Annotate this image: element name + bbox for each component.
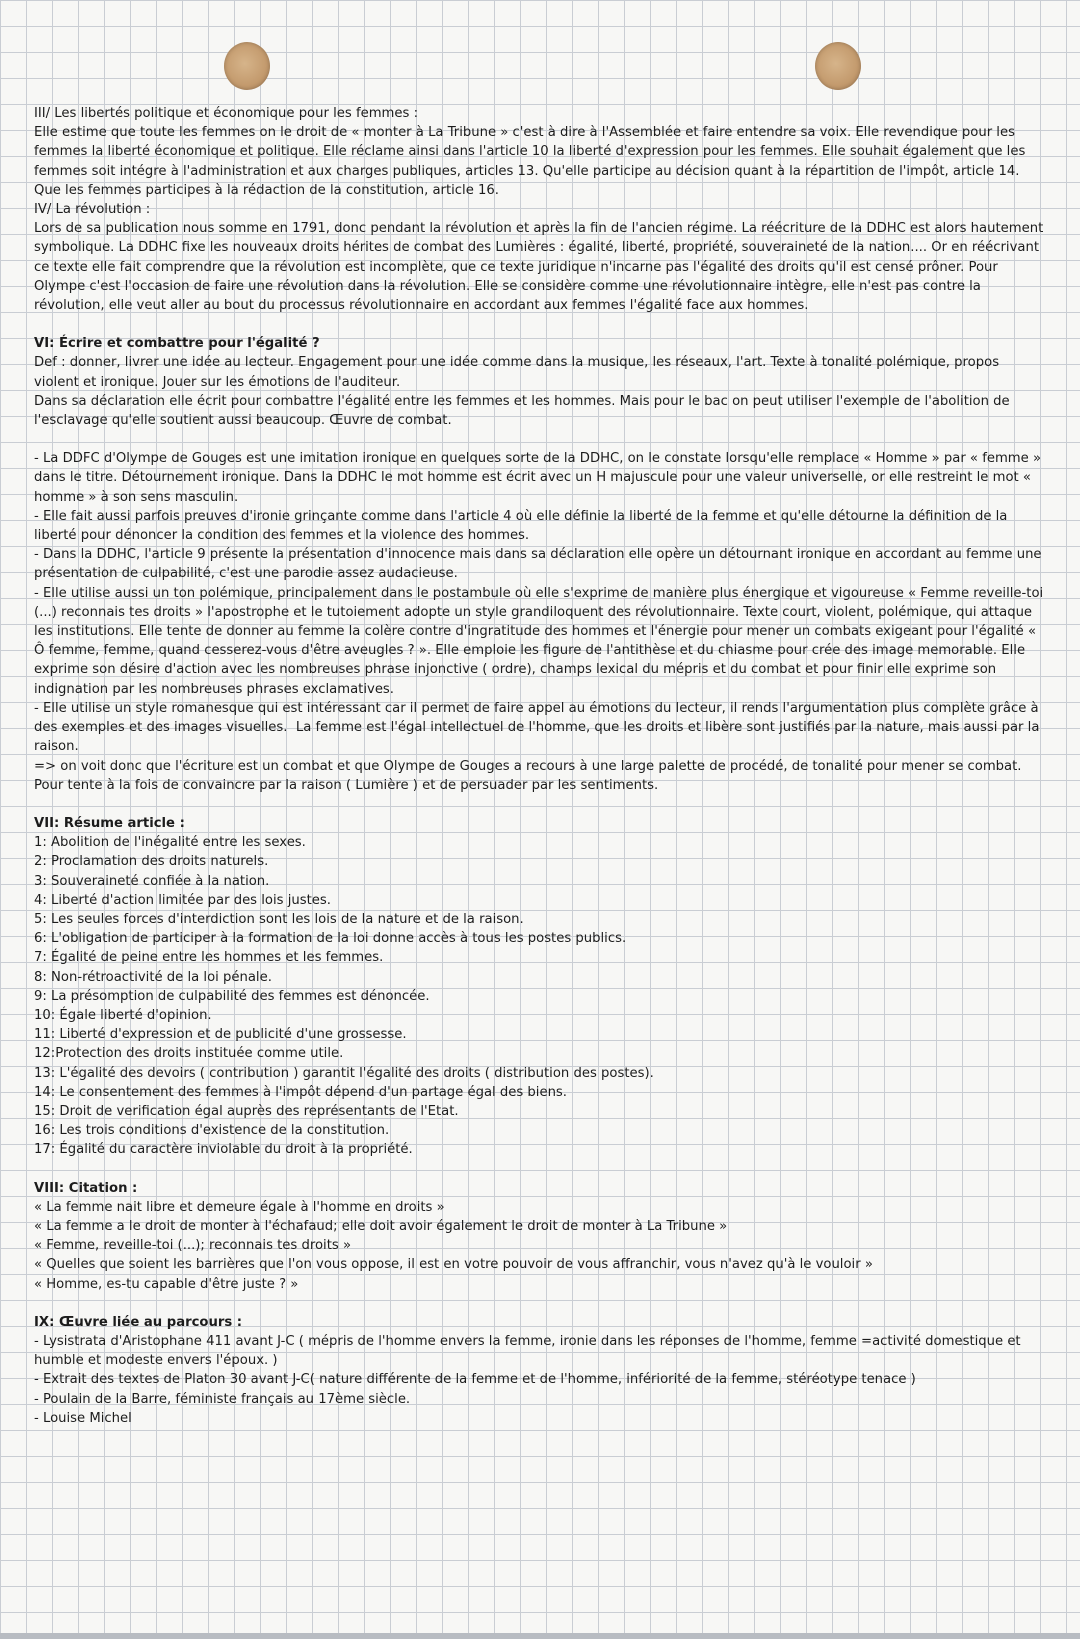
list-item: 15: Droit de verification égal auprès des représentants de l'Etat. — [34, 1103, 459, 1119]
spacer — [34, 1294, 1044, 1313]
list-item: 6: L'obligation de participer à la formation de la loi donne accès à tous les postes publics. — [34, 931, 627, 947]
list-item: - Extrait des textes de Platon 30 avant J-C( nature différente de la femme et de l'homme, infériorité de la femme, stéréotype tenace ) — [34, 1372, 916, 1388]
section-4-title: IV/ La révolution : — [34, 202, 151, 218]
list-item: « Femme, reveille-toi (...); reconnais tes droits » — [34, 1238, 352, 1254]
section-4-text: Lors de sa publication nous somme en 1791, donc pendant la révolution et après la fin de l'ancien régime. La réécriture de la DDHC est alors hautement symbolique. La DDHC fixe les nouveaux droits hérites de combat des Lumières : égalité, liberté, propriété, souveraineté de la nation.... Or en réécrivant ce texte elle fait comprendre que la révolution est incomplète, que ce texte juridique n'incarne pas l'égalité des droits qu'il est censé prôner. Pour Olympe c'est l'occasion de faire une révolution dans la révolution. Elle se considère comme une révolutionnaire intègre, elle n'est pas contre la révolution, elle veut aller au bout du processus révolutionnaire en accordant aux femmes l'égalité face aux hommes. — [34, 221, 1048, 314]
list-item: - Poulain de la Barre, féministe français au 17ème siècle. — [34, 1391, 411, 1407]
list-item: « Homme, es-tu capable d'être juste ? » — [34, 1276, 299, 1292]
spacer — [34, 795, 1044, 814]
section-6-conclusion: => on voit donc que l'écriture est un combat et que Olympe de Gouges a recours à une large palette de procédé, de tonalité pour mener se combat. Pour tente à la fois de convaincre par la raison ( Lumière ) et de persuader par les sentiments. — [34, 758, 1026, 793]
section-6-bullet: - Elle utilise un style romanesque qui est intéressant car il permet de faire appel au émotions du lecteur, il rends l'argumentation plus complète grâce à des exemples et des images visuelles. La femme est l'égal intellectuel de l'homme, que les droits et libère sont justifiés par la nature, mais aussi par la raison. — [34, 700, 1044, 755]
list-item: 13: L'égalité des devoirs ( contribution ) garantit l'égalité des droits ( distribution des postes). — [34, 1065, 654, 1081]
related-works-list — [34, 1332, 1044, 1428]
list-item: 10: Égale liberté d'opinion. — [34, 1007, 212, 1023]
list-item: 7: Égalité de peine entre les hommes et les femmes. — [34, 950, 384, 966]
section-6-bullet: - Elle utilise aussi un ton polémique, principalement dans le postambule où elle s'exprime de manière plus énergique et vigoureuse « Femme reveille-toi (...) reconnais tes droits » l'apostrophe et le tutoiement adopte un style grandiloquent des révolutionnaire. Texte court, violent, polémique, qui attaque les institutions. Elle tente de donner au femme la colère contre d'ingratitude des hommes et l'énergie pour mener un combats exigeant pour l'égalité « Ô femme, femme, quand cesserez-vous d'être aveugles ? ». Elle emploie les figure de l'antithèse et du chiasme pour crée des image memorable. Elle exprime son désire d'action avec les nombreuses phrase injonctive ( ordre), champs lexical du mépris et du combat et pour finir elle exprime son indignation par les nombreuses phrases exclamatives. — [34, 585, 1048, 697]
list-item: - Louise Michel — [34, 1410, 132, 1426]
list-item: 4: Liberté d'action limitée par des lois justes. — [34, 892, 331, 908]
section-6-definition: Def : donner, livrer une idée au lecteur. Engagement pour une idée comme dans la musique, les réseaux, l'art. Texte à tonalité polémique, propos violent et ironique. Jouer sur les émotions de l'auditeur. — [34, 355, 1004, 390]
spacer — [34, 1160, 1044, 1179]
list-item: 16: Les trois conditions d'existence de la constitution. — [34, 1123, 390, 1139]
binder-hole-left — [224, 42, 270, 90]
binder-hole-right — [815, 42, 861, 90]
list-item: « La femme a le droit de monter à l'échafaud; elle doit avoir également le droit de monter à La Tribune » — [34, 1218, 728, 1234]
list-item: 14: Le consentement des femmes à l'impôt dépend d'un partage égal des biens. — [34, 1084, 567, 1100]
list-item: 9: La présomption de culpabilité des femmes est dénoncée. — [34, 988, 430, 1004]
section-3-title: III/ Les libertés politique et économique pour les femmes : — [34, 106, 419, 121]
spacer — [34, 315, 1044, 334]
section-6-title: VI: Écrire et combattre pour l'égalité ? — [34, 336, 320, 352]
list-item: 17: Égalité du caractère inviolable du droit à la propriété. — [34, 1142, 413, 1158]
section-7-title: VII: Résume article : — [34, 815, 185, 831]
page-bottom-edge — [0, 1633, 1080, 1639]
notes-page — [34, 104, 1048, 1428]
list-item: 1: Abolition de l'inégalité entre les sexes. — [34, 835, 306, 851]
list-item: « La femme nait libre et demeure égale à l'homme en droits » — [34, 1199, 445, 1215]
section-8-title: VIII: Citation : — [34, 1180, 138, 1196]
list-item: 12:Protection des droits instituée comme utile. — [34, 1046, 344, 1062]
list-item: 2: Proclamation des droits naturels. — [34, 854, 269, 870]
section-3-text: Elle estime que toute les femmes on le droit de « monter à La Tribune » c'est à dire à l'Assemblée et faire entendre sa voix. Elle revendique pour les femmes la liberté économique et politique. Elle réclame ainsi dans l'article 10 la liberté d'expression pour les femmes. Elle souhait également que les femmes soit intégre à l'administration et aux charges publiques, articles 13. Qu'elle participe au décision quant à la répartition de l'impôt, article 14. Que les femmes participes à la rédaction de la constitution, article 16. — [34, 125, 1030, 198]
section-6-bullet: - La DDFC d'Olympe de Gouges est une imitation ironique en quelques sorte de la DDHC, on le constate lorsqu'elle remplace « Homme » par « femme » dans le titre. Détournement ironique. Dans la DDHC le mot homme est écrit avec un H majuscule pour une valeur universelle, or elle restreint le mot « homme » à son sens masculin. — [34, 451, 1046, 505]
section-6-bullet: - Dans la DDHC, l'article 9 présente la présentation d'innocence mais dans sa déclaration elle opère un détournant ironique en accordant au femme une présentation de culpabilité, c'est une parodie assez audacieuse. — [34, 547, 1046, 582]
list-item: - Lysistrata d'Aristophane 411 avant J-C ( mépris de l'homme envers la femme, ironie dans les réponses de l'homme, femme =activité domestique et humble et modeste envers l'époux. ) — [34, 1333, 1021, 1369]
section-9-title: IX: Œuvre liée au parcours : — [34, 1314, 243, 1330]
spacer — [34, 430, 1044, 449]
citation-list — [34, 1198, 1044, 1294]
list-item: « Quelles que soient les barrières que l'on vous oppose, il est en votre pouvoir de vous affranchir, vous n'avez qu'à le vouloir » — [34, 1257, 873, 1273]
section-6-text: Dans sa déclaration elle écrit pour combattre l'égalité entre les femmes et les hommes. Mais pour le bac on peut utiliser l'exemple de l'abolition de l'esclavage qu'elle soutient aussi beaucoup. Œuvre de combat. — [34, 393, 1014, 429]
list-item: 8: Non-rétroactivité de la loi pénale. — [34, 969, 272, 985]
list-item: 11: Liberté d'expression et de publicité d'une grossesse. — [34, 1027, 407, 1043]
list-item: 5: Les seules forces d'interdiction sont les lois de la nature et de la raison. — [34, 911, 524, 927]
section-6-bullet: - Elle fait aussi parfois preuves d'ironie grinçante comme dans l'article 4 où elle définie la liberté de la femme et qu'elle détourne la définition de la liberté pour dénoncer la condition des femmes et la violence des hommes. — [34, 508, 1012, 544]
article-summary-list — [34, 833, 1044, 1159]
list-item: 3: Souveraineté confiée à la nation. — [34, 873, 270, 889]
